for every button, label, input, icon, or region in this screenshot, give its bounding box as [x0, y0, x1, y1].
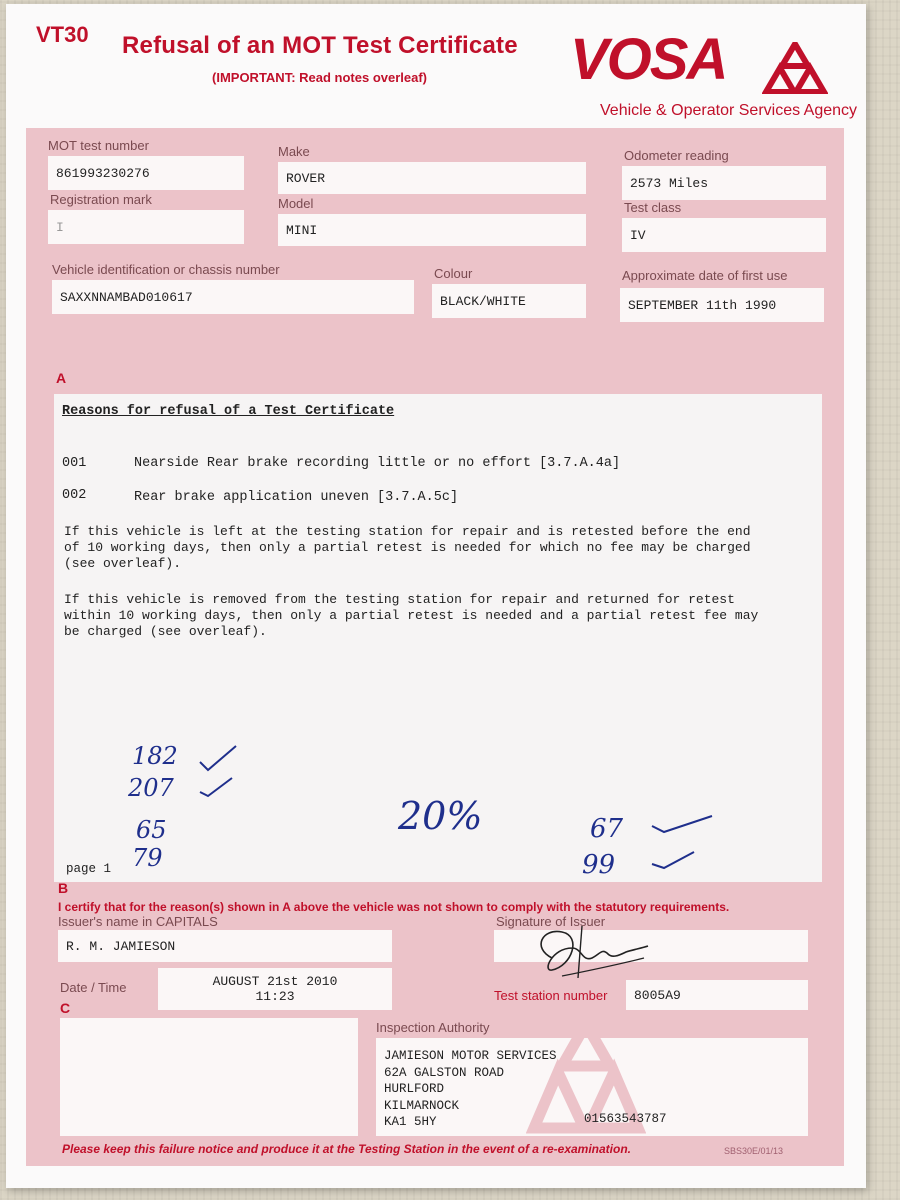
mot-test-number-field: 861993230276: [48, 156, 244, 190]
form-reference: SBS30E/01/13: [724, 1146, 784, 1156]
odometer-label: Odometer reading: [624, 148, 729, 163]
note-line: If this vehicle is removed from the testing station for repair and returned for retest: [64, 592, 735, 607]
reason-text: Nearside Rear brake recording little or no effort [3.7.A.4a]: [134, 456, 621, 471]
model-field: MINI: [278, 214, 586, 246]
note-line: (see overleaf).: [64, 556, 182, 571]
mot-refusal-certificate: [6, 4, 866, 1188]
mot-test-number-label: MOT test number: [48, 138, 149, 153]
note-line: be charged (see overleaf).: [64, 624, 267, 639]
certification-statement: I certify that for the reason(s) shown in A above the vehicle was not shown to comply with the statutory requirements.: [58, 900, 730, 914]
vin-label: Vehicle identification or chassis number: [52, 262, 280, 277]
section-b-letter: B: [58, 880, 69, 896]
registration-field: I: [48, 210, 244, 244]
issuer-name-field: R. M. JAMIESON: [58, 930, 392, 962]
agency-name: Vehicle & Operator Services Agency: [600, 102, 858, 119]
inspection-authority-address: [384, 1048, 557, 1131]
footer-notice: Please keep this failure notice and produce it at the Testing Station in the event of a re-examination.: [62, 1142, 632, 1156]
vin-field: SAXXNNAMBAD010617: [52, 280, 414, 314]
handwritten-number: 99: [582, 850, 616, 880]
phone-number: 01563543787: [584, 1112, 667, 1126]
address-line: HURLFORD: [384, 1082, 445, 1096]
reason-code: 001: [62, 456, 87, 471]
first-use-label: Approximate date of first use: [622, 268, 788, 283]
date-time-field: [158, 968, 392, 1010]
handwritten-number: 79: [132, 844, 163, 872]
station-number-label: Test station number: [494, 988, 608, 1003]
address-line: JAMIESON MOTOR SERVICES: [384, 1049, 557, 1063]
make-field: ROVER: [278, 162, 586, 194]
issuer-name-label: Issuer's name in CAPITALS: [58, 914, 218, 929]
time-value: 11:23: [255, 989, 295, 1004]
checkmark-icon: [650, 812, 720, 876]
partial-retest-note-1: [64, 524, 751, 572]
signature-label: Signature of Issuer: [496, 914, 606, 929]
document-subtitle: (IMPORTANT: Read notes overleaf): [212, 70, 428, 85]
colour-field: BLACK/WHITE: [432, 284, 586, 318]
section-c-blank-panel: [60, 1018, 358, 1136]
test-class-field: IV: [622, 218, 826, 252]
model-label: Model: [278, 196, 314, 211]
reason-text: Rear brake application uneven [3.7.A.5c]: [134, 490, 459, 505]
checkmark-icon: [196, 740, 256, 800]
note-line: within 10 working days, then only a partial retest is needed and a partial retest fee may: [64, 608, 759, 623]
section-a-letter: A: [56, 370, 67, 386]
address-line: 62A GALSTON ROAD: [384, 1065, 505, 1080]
note-line: of 10 working days, then only a partial retest is needed for which no fee may be charged: [64, 540, 751, 555]
address-line: KA1 5HY: [384, 1115, 437, 1129]
odometer-field: 2573 Miles: [622, 166, 826, 200]
note-line: If this vehicle is left at the testing station for repair and is retested before the end: [64, 524, 751, 539]
handwritten-number: 65: [136, 816, 167, 844]
colour-label: Colour: [434, 266, 473, 281]
handwritten-number: 207: [128, 774, 174, 802]
issuer-signature: [522, 918, 652, 988]
registration-label: Registration mark: [50, 192, 152, 207]
handwritten-percentage: 20%: [398, 794, 483, 838]
page-number: page 1: [66, 862, 112, 876]
vosa-logo-text: VOSA: [570, 27, 727, 92]
reason-code: 002: [62, 488, 87, 503]
address-line: KILMARNOCK: [384, 1098, 460, 1113]
test-class-label: Test class: [624, 200, 682, 215]
make-label: Make: [278, 144, 310, 159]
document-title: Refusal of an MOT Test Certificate: [122, 32, 518, 59]
date-value: AUGUST 21st 2010: [212, 974, 338, 989]
station-number-field: 8005A9: [626, 980, 808, 1010]
section-c-letter: C: [60, 1000, 71, 1016]
reasons-heading: Reasons for refusal of a Test Certificate: [62, 404, 395, 419]
triangle-logo-icon: [762, 42, 828, 94]
handwritten-number: 67: [590, 814, 624, 844]
partial-retest-note-2: [64, 592, 758, 640]
handwritten-number: 182: [132, 742, 178, 770]
date-time-label: Date / Time: [60, 980, 127, 995]
inspection-authority-label: Inspection Authority: [376, 1020, 490, 1035]
first-use-field: SEPTEMBER 11th 1990: [620, 288, 824, 322]
form-code: VT30: [36, 22, 89, 47]
